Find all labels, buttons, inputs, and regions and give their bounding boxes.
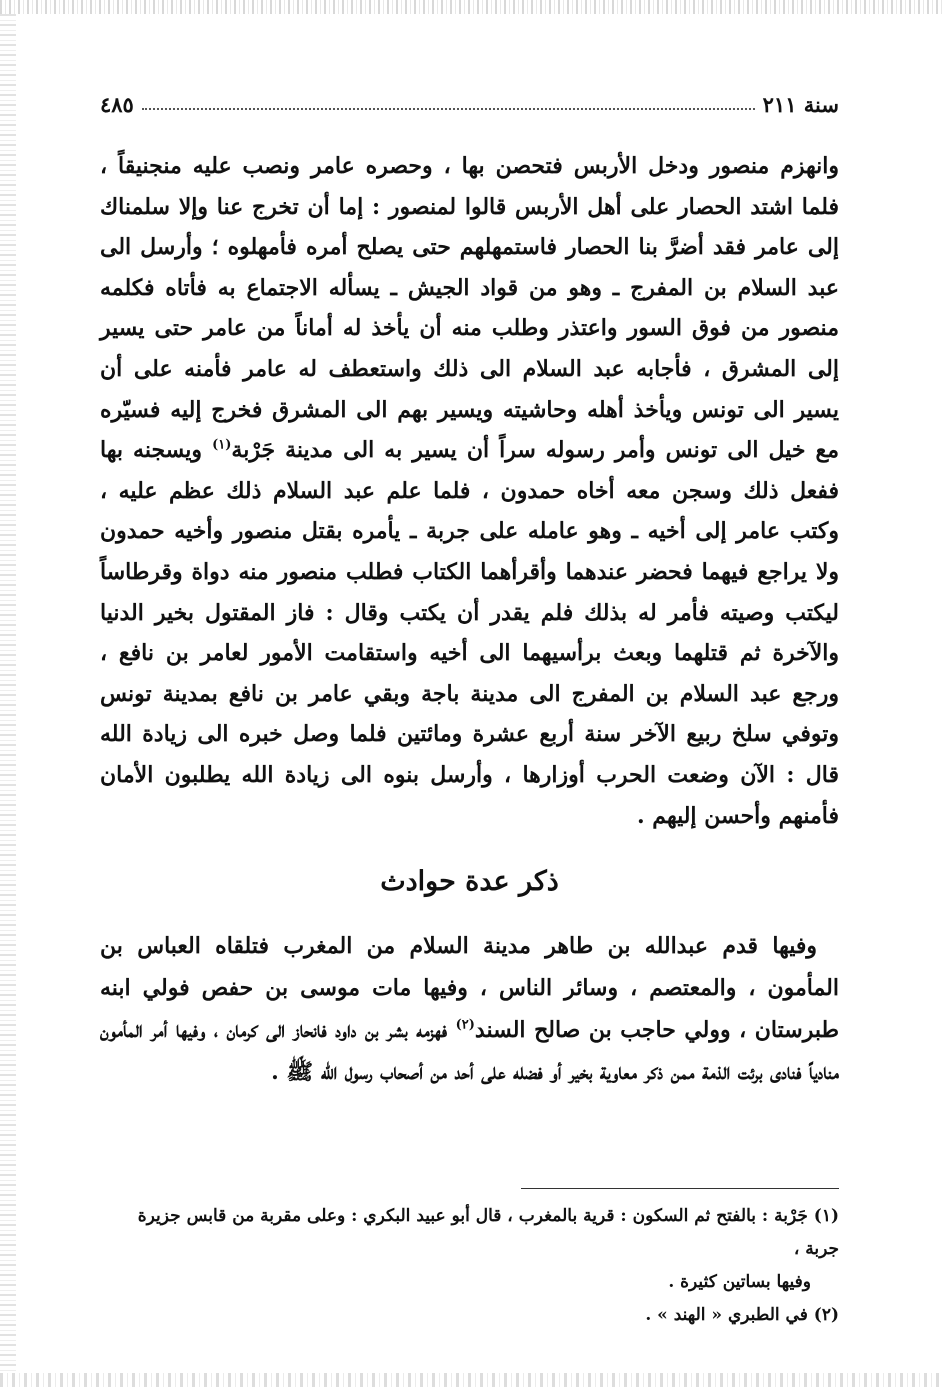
paragraph-2-part-2: فهزمه بشر بن داود فانحاز الى كرمان ، وفيها أمر المأمون منادياً فنادى برئت الذمة ممن ذكر معاوية بخير أو فضله على أحد من أصحاب رسول الله ﷺ . xyxy=(100,1017,839,1085)
header-dotted-leader xyxy=(142,108,755,110)
footnote-ref-2: (٢) xyxy=(455,1017,475,1033)
paragraph-1-part-2: ويسجنه بها ففعل ذلك وسجن معه أخاه حمدون ، فلما علم عبد السلام ذلك عظم عليه ، وكتب عامر إلى أخيه ـ وهو عامله على جربة ـ يأمره بقتل منصور وأخيه حمدون ولا يراجع فيهما فحضر عندهما وأقرأهما الكتاب فطلب منصور منه دواة وقرطاساً ليكتب وصيته فأمر له بذلك فلم يقدر أن يكتب وقال : فاز المقتول بخير الدنيا والآخرة ثم قتلهما وبعث برأسيهما الى أخيه واستقامت الأمور لعامر بن نافع ، ورجع عبد السلام بن المفرج الى مدينة باجة وبقي عامر بن نافع بمدينة تونس وتوفي سلخ ربيع الآخر سنة أربع عشرة ومائتين فلما وصل خبره الى زيادة الله قال : الآن وضعت الحرب أوزارها ، وأرسل بنوه الى زيادة الله يطلبون الأمان فأمنهم وأحسن إليهم . xyxy=(100,437,840,829)
main-paragraph xyxy=(100,146,839,836)
footnote-1: (١) جَرْبة : بالفتح ثم السكون : قرية بالمغرب ، قال أبو عبيد البكري : وعلى مقربة من قابس جزيرة جربة ، xyxy=(137,1206,839,1259)
footnote-divider xyxy=(521,1188,839,1189)
footnotes xyxy=(100,1200,839,1332)
scan-edge-bottom xyxy=(0,1373,943,1387)
paragraph-2-part-1: وفيها قدم عبدالله بن طاهر مدينة السلام من المغرب فتلقاه العباس بن المأمون ، والمعتصم ، وسائر الناس ، وفيها مات موسى بن حفص فولي ابنه طبرستان ، وولي حاجب بن صالح السند xyxy=(100,933,839,1043)
page-number: ٤٨٥ xyxy=(100,91,134,117)
scan-edge-left xyxy=(0,14,16,1373)
running-head xyxy=(100,88,839,120)
footnote-2: (٢) في الطبري « الهند » . xyxy=(645,1305,839,1325)
scan-edge-top xyxy=(0,0,943,14)
paragraph-1-part-1: وانهزم منصور ودخل الأربس فتحصن بها ، وحصره عامر ونصب عليه منجنيقاً ، فلما اشتد الحصار على أهل الأربس قالوا لمنصور : إما أن تخرج عنا وإلا سلمناك إلى عامر فقد أضرَّ بنا الحصار فاستمهلهم حتى يصلح أمره فأمهلوه ؛ وأرسل الى عبد السلام بن المفرج ـ وهو من قواد الجيش ـ يسأله الاجتماع به فأتاه فكلمه منصور من فوق السور واعتذر وطلب منه أن يأخذ له أماناً من عامر حتى يسير إلى المشرق ، فأجابه عبد السلام الى ذلك واستعطف له عامر فأمنه على أن يسير الى تونس ويأخذ أهله وحاشيته ويسير بهم الى المشرق فخرج إليه فسيّره مع خيل الى تونس وأمر رسوله سراً أن يسير به الى مدينة جَرْبة xyxy=(100,153,840,464)
header-year: سنة ٢١١ xyxy=(762,91,839,117)
footnote-ref-1: (١) xyxy=(212,437,232,453)
paragraph-1 xyxy=(100,146,839,836)
section-heading: ذكر عدة حوادث xyxy=(380,866,559,897)
footnote-1-continuation: وفيها بساتين كثيرة . xyxy=(668,1272,811,1292)
section-paragraph xyxy=(100,925,839,1093)
paragraph-2 xyxy=(100,925,839,1093)
